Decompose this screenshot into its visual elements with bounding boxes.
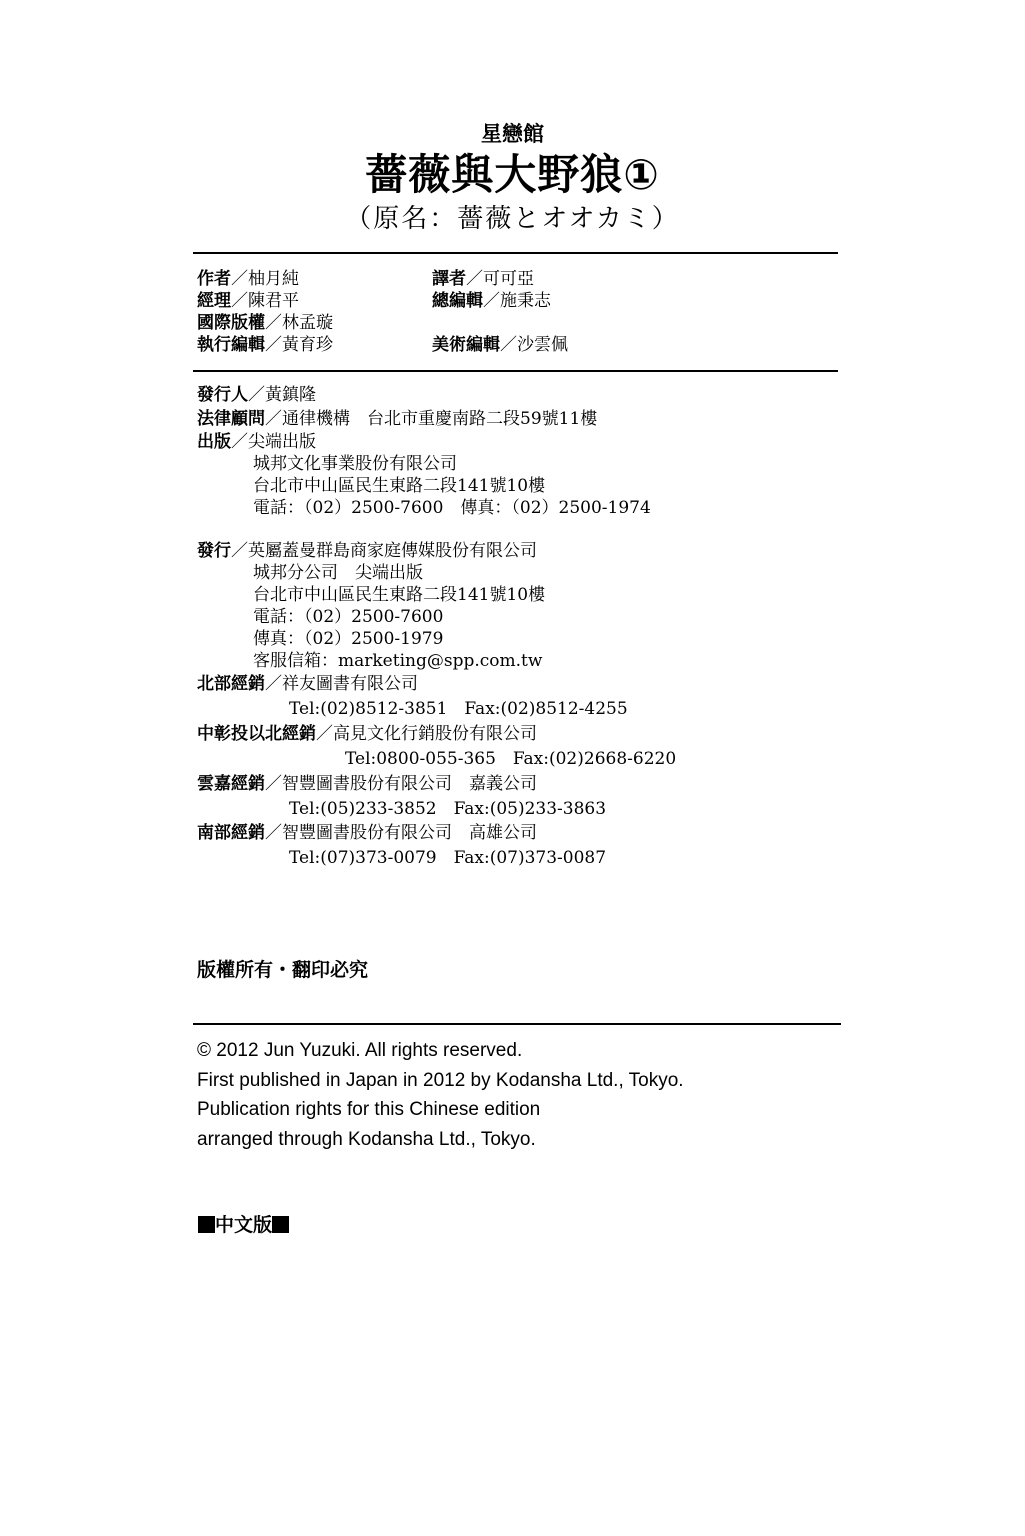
publishing-line: 台北市中山區民生東路二段141號10樓	[253, 476, 546, 496]
yunjia-distributor-contact: Tel:(05)233-3852 Fax:(05)233-3863	[289, 799, 607, 819]
distribution: 發行／英屬蓋曼群島商家庭傳媒股份有限公司	[197, 541, 537, 561]
credit-exec-editor-label: 執行編輯	[197, 335, 265, 355]
rights-notice: 版權所有・翻印必究	[197, 959, 369, 981]
divider-top	[193, 252, 838, 254]
publishing-line: 城邦文化事業股份有限公司	[253, 454, 457, 474]
legal-counsel: 法律顧問／通律機構 台北市重慶南路二段59號11樓	[197, 409, 598, 429]
north-distributor: 北部經銷／祥友圖書有限公司	[197, 674, 418, 694]
credit-author: 作者／柚月純	[197, 269, 299, 289]
distribution-line: 電話：（02）2500-7600	[253, 607, 444, 627]
credit-author-value: 柚月純	[248, 269, 299, 289]
credit-chief-editor-label: 總編輯	[432, 291, 483, 311]
issuer: 發行人／黃鎮隆	[197, 385, 316, 405]
credit-exec-editor-value: 黃育珍	[282, 335, 333, 355]
distribution-line: 客服信箱：marketing@spp.com.tw	[253, 651, 543, 671]
credit-translator-value: 可可亞	[483, 269, 534, 289]
south-distributor-contact: Tel:(07)373-0079 Fax:(07)373-0087	[289, 848, 607, 868]
publishing-line: 電話：（02）2500-7600 傳真：（02）2500-1974	[253, 498, 651, 518]
credit-chief-editor: 總編輯／施秉志	[432, 291, 551, 311]
north-distributor-contact: Tel:(02)8512-3851 Fax:(02)8512-4255	[289, 699, 628, 719]
credit-art-editor-label: 美術編輯	[432, 335, 500, 355]
credit-translator-label: 譯者	[432, 269, 466, 289]
square-bullet-icon	[198, 1216, 215, 1233]
credit-art-editor-value: 沙雲佩	[517, 335, 568, 355]
divider-copyright	[193, 1023, 841, 1025]
credit-art-editor: 美術編輯／沙雲佩	[432, 335, 568, 355]
copyright-line: Publication rights for this Chinese edition	[197, 1099, 541, 1120]
distribution-line: 傳真：（02）2500-1979	[253, 629, 444, 649]
central-distributor: 中彰投以北經銷／高見文化行銷股份有限公司	[197, 724, 537, 744]
distribution-line: 城邦分公司 尖端出版	[253, 563, 423, 583]
credit-intl-rights-label: 國際版權	[197, 313, 265, 333]
credit-manager-value: 陳君平	[248, 291, 299, 311]
square-bullet-icon	[272, 1216, 289, 1233]
copyright-line: arranged through Kodansha Ltd., Tokyo.	[197, 1129, 536, 1150]
central-distributor-contact: Tel:0800-055-365 Fax:(02)2668-6220	[345, 749, 677, 769]
yunjia-distributor: 雲嘉經銷／智豐圖書股份有限公司 嘉義公司	[197, 774, 537, 794]
divider-credits	[193, 370, 838, 372]
credit-exec-editor: 執行編輯／黃育珍	[197, 335, 333, 355]
original-title: （原名：薔薇とオオカミ）	[345, 204, 680, 234]
credit-intl-rights-value: 林孟璇	[282, 313, 333, 333]
credit-intl-rights: 國際版權／林孟璇	[197, 313, 333, 333]
copyright-line: First published in Japan in 2012 by Kodansha Ltd., Tokyo.	[197, 1070, 684, 1091]
distribution-line: 台北市中山區民生東路二段141號10樓	[253, 585, 546, 605]
credit-manager: 經理／陳君平	[197, 291, 299, 311]
south-distributor: 南部經銷／智豐圖書股份有限公司 高雄公司	[197, 823, 537, 843]
series-name: 星戀館	[481, 122, 544, 146]
credit-translator: 譯者／可可亞	[432, 269, 534, 289]
publishing: 出版／尖端出版	[197, 432, 316, 452]
copyright-line: © 2012 Jun Yuzuki. All rights reserved.	[197, 1040, 523, 1061]
credit-manager-label: 經理	[197, 291, 231, 311]
credit-author-label: 作者	[197, 269, 231, 289]
credit-chief-editor-value: 施秉志	[500, 291, 551, 311]
book-title: 薔薇與大野狼①	[365, 150, 660, 199]
edition-label: 中文版	[198, 1210, 289, 1237]
